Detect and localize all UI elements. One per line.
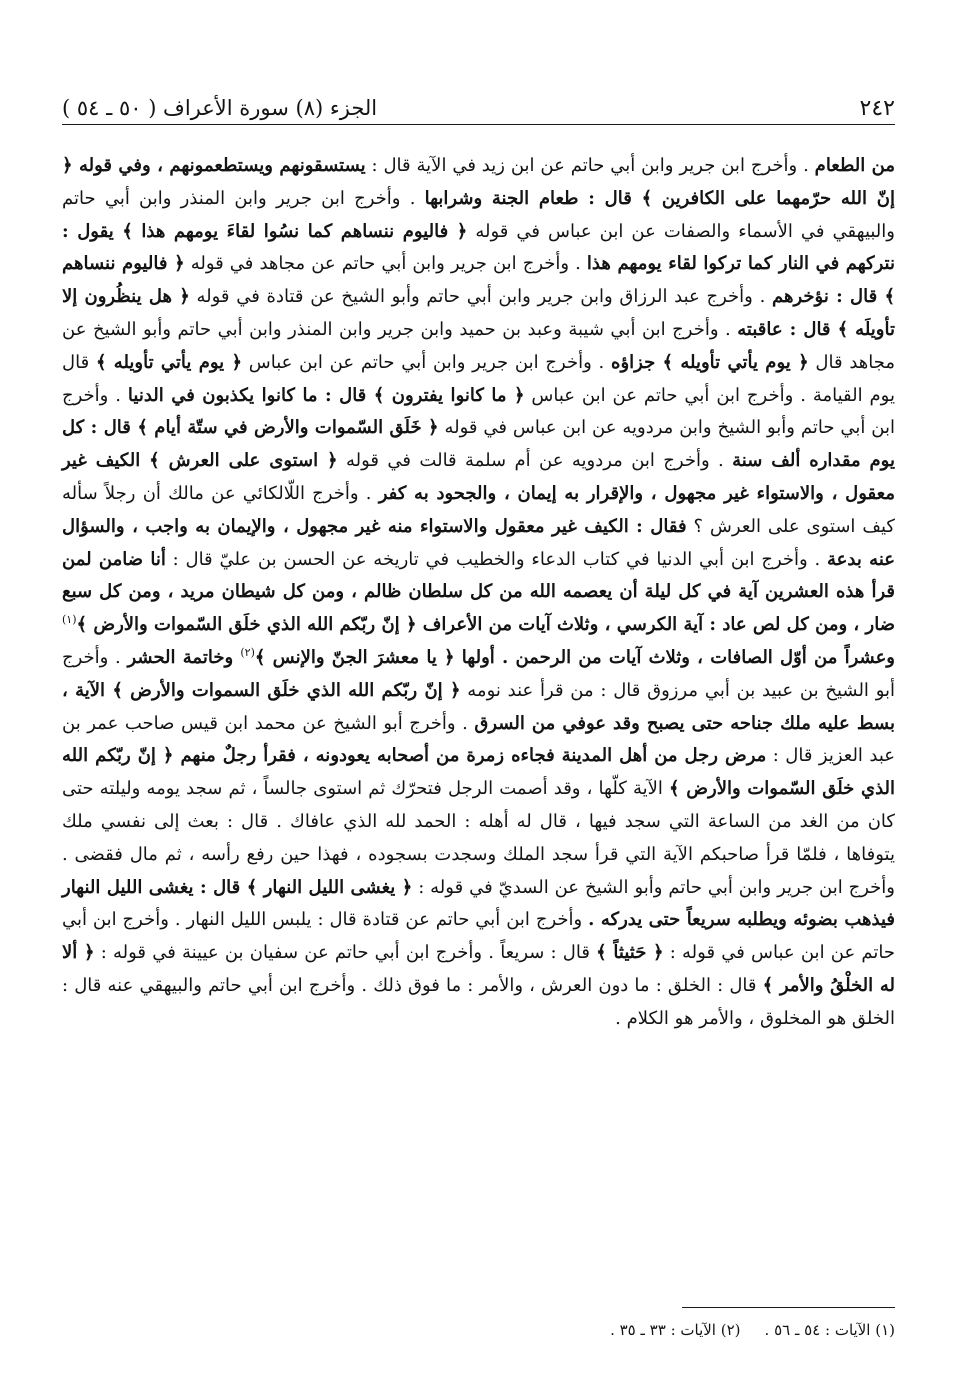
footnote-2: (٢) الآيات : ٣٣ ـ ٣٥ . <box>610 1321 741 1339</box>
bold-segment: من الطعام <box>814 155 895 176</box>
text-segment: . وأخرج أبو الشيخ عن محمد ابن قيس صاحب عمر بن عبد العزيز قال : <box>62 712 896 767</box>
bold-segment: ﴿ يوم يأتي تأويله ﴾ <box>95 351 243 373</box>
footnotes <box>62 1318 895 1342</box>
page-number: ٢٤٢ <box>859 96 895 121</box>
bold-segment: ﴿ خَلَق السّموات والأرض في ستّة أيام ﴾ قال : كل يوم مقداره ألف سنة <box>62 417 895 472</box>
bold-segment: ﴿ فاليوم ننساهم ﴾ قال : نؤخرهم <box>62 253 895 308</box>
bold-segment: ﴿ إنّ ربّكم الله الذي خلَق السموات والأرض ﴾ الآية ، بسط عليه ملك جناحه حتى يصبح وقد عوفي من السرق <box>62 679 895 734</box>
bold-segment: ﴿ حَثيثاً ﴾ <box>596 942 664 964</box>
bold-segment: فقال : الكيف غير معقول والاستواء منه غير مجهول ، والإيمان به واجب ، والسؤال عنه بدعة <box>62 515 895 570</box>
text-segment: وأخرج ابن أبي حاتم عن قتادة قال : يلبس الليل النهار . وأخرج ابن أبي حاتم عن ابن عباس في قوله : <box>62 909 895 964</box>
text-segment: . وأخرج ابن أبي حاتم وأبو الشيخ وابن مردويه عن ابن عباس في قوله <box>62 384 895 439</box>
text-segment: قال : سريعاً . وأخرج ابن أبي حاتم عن سفيان بن عيينة في قوله : <box>94 942 597 964</box>
text-segment: . وأخرج ابن جرير وابن المنذر وابن أبي حاتم والبيهقي في الأسماء والصفات عن ابن عباس في قوله <box>62 187 895 242</box>
bold-segment: ﴿ ألا له الخلْقُ والأمر ﴾ <box>62 942 895 996</box>
text-segment: . وأخرج ابن جرير وابن أبي حاتم عن ابن زيد في الآية قال : <box>365 155 815 176</box>
bold-segment: يستسقونهم ويستطعمونهم ، وفي قوله ﴿ إنّ الله حرّمهما على الكافرين ﴾ قال : طعام الجنة وشرابها <box>62 155 895 209</box>
bold-segment: ﴿ هل ينظُرون إلا تأويلَه ﴾ قال : عاقبته <box>62 286 895 340</box>
text-segment: . وأخرج ابن أبي شيبة وعبد بن حميد وابن جرير وابن المنذر وابن أبي حاتم وأبو الشيخ عن مجاهد قال <box>62 318 896 373</box>
bold-segment: ﴿ استوى على العرش ﴾ الكيف غير معقول ، والاستواء غير مجهول ، والإقرار به إيمان ، والجحود به كفر <box>62 450 895 504</box>
text-segment: . وأخرج أبو الشيخ بن عبيد بن أبي مرزوق قال : من قرأ عند نومه <box>62 646 895 701</box>
bold-segment: مرض رجل من أهل المدينة فجاءه زمرة من أصحابه يعودونه ، فقرأ رجلٌ منهم ﴿ إنّ ربّكم الله الذي خلَق السّموات والأرض ﴾ <box>62 745 896 800</box>
text-segment: . وأخرج عبد الرزاق وابن جرير وابن أبي حاتم وأبو الشيخ عن قتادة في قوله <box>189 286 773 308</box>
paragraph <box>62 150 895 1036</box>
text-segment: الآية كلّها ، وقد أصمت الرجل فتحرّك ثم استوى جالساً ، ثم سجد يومه وليلته حتى كان من الغد من الساعة التي سجد فيها ، قال له أهله : الحمد لله الذي عافاك . قال : بعث إلى نفسي ملك يتوفاها ، فلمّا قرأ صاحبكم الآية التي قرأ سجد الملك وسجدت بسجوده ، فهذا حين رفع رأسه ، ثم مال فقضى . وأخرج ابن جرير وابن أبي حاتم وأبو الشيخ عن السديّ في قوله : <box>62 778 895 898</box>
footnote-divider <box>682 1307 895 1308</box>
bold-segment: ﴿ يوم يأتي تأويله ﴾ جزاؤه <box>611 351 809 373</box>
text-segment: . وأخرج ابن أبي الدنيا في كتاب الدعاء والخطيب في تاريخه عن الحسن بن عليّ قال : <box>165 548 827 570</box>
footnote-marker[interactable]: (١) <box>62 613 77 627</box>
main-text <box>62 150 895 1036</box>
page-header <box>62 84 895 125</box>
text-segment: . وأخرج ابن جرير وابن أبي حاتم عن ابن عباس <box>242 351 612 373</box>
bold-segment: وخاتمة الحشر <box>127 646 241 668</box>
footnote-marker[interactable]: (٢) <box>240 645 255 659</box>
bold-segment: وعشراً من أوّل الصافات ، وثلاث آيات من الرحمن . أولها ﴿ يا معشرَ الجنّ والإنس ﴾ <box>254 646 896 668</box>
running-title: الجزء (٨) سورة الأعراف ( ٥٠ ـ ٥٤ ) <box>62 96 378 120</box>
bold-segment: ﴿ ما كانوا يفترون ﴾ قال : ما كانوا يكذبون في الدنيا <box>127 384 525 406</box>
text-segment: . وأخرج اللّالكائي عن مالك أن رجلاً سأله كيف استوى على العرش ؟ <box>62 482 895 537</box>
footnote-1: (١) الآيات : ٥٤ ـ ٥٦ . <box>764 1321 895 1339</box>
text-segment: قال : الخلق : ما دون العرش ، والأمر : ما فوق ذلك . وأخرج ابن أبي حاتم والبيهقي عنه قال : الخلق هو المخلوق ، والأمر هو الكلام . <box>62 974 895 1029</box>
bold-segment: ﴿ فاليوم ننساهم كما نسُوا لقاءَ يومهم هذا ﴾ يقول : نتركهم في النار كما تركوا لقاء يومهم هذا <box>62 220 895 275</box>
text-segment: . وأخرج ابن جرير وابن أبي حاتم عن مجاهد في قوله <box>184 253 587 275</box>
text-segment: قال يوم القيامة . وأخرج ابن أبي حاتم عن ابن عباس <box>62 351 895 406</box>
text-segment: . وأخرج ابن مردويه عن أم سلمة قالت في قوله <box>337 450 733 472</box>
bold-segment: ﴿ يغشى الليل النهار ﴾ قال : يغشى الليل النهار فيذهب بضوئه ويطلبه سريعاً حتى يدركه . <box>62 876 896 931</box>
bold-segment: أنا ضامن لمن قرأ هذه العشرين آية في كل ليلة أن يعصمه الله من كل سلطان ظالم ، ومن كل شيطان مريد ، ومن كل سبع ضار ، ومن كل لص عاد : آية الكرسي ، وثلاث آيات من الأعراف ﴿ إنّ ربّكم الله الذي خلَق السّموات والأرض ﴾ <box>62 548 895 636</box>
